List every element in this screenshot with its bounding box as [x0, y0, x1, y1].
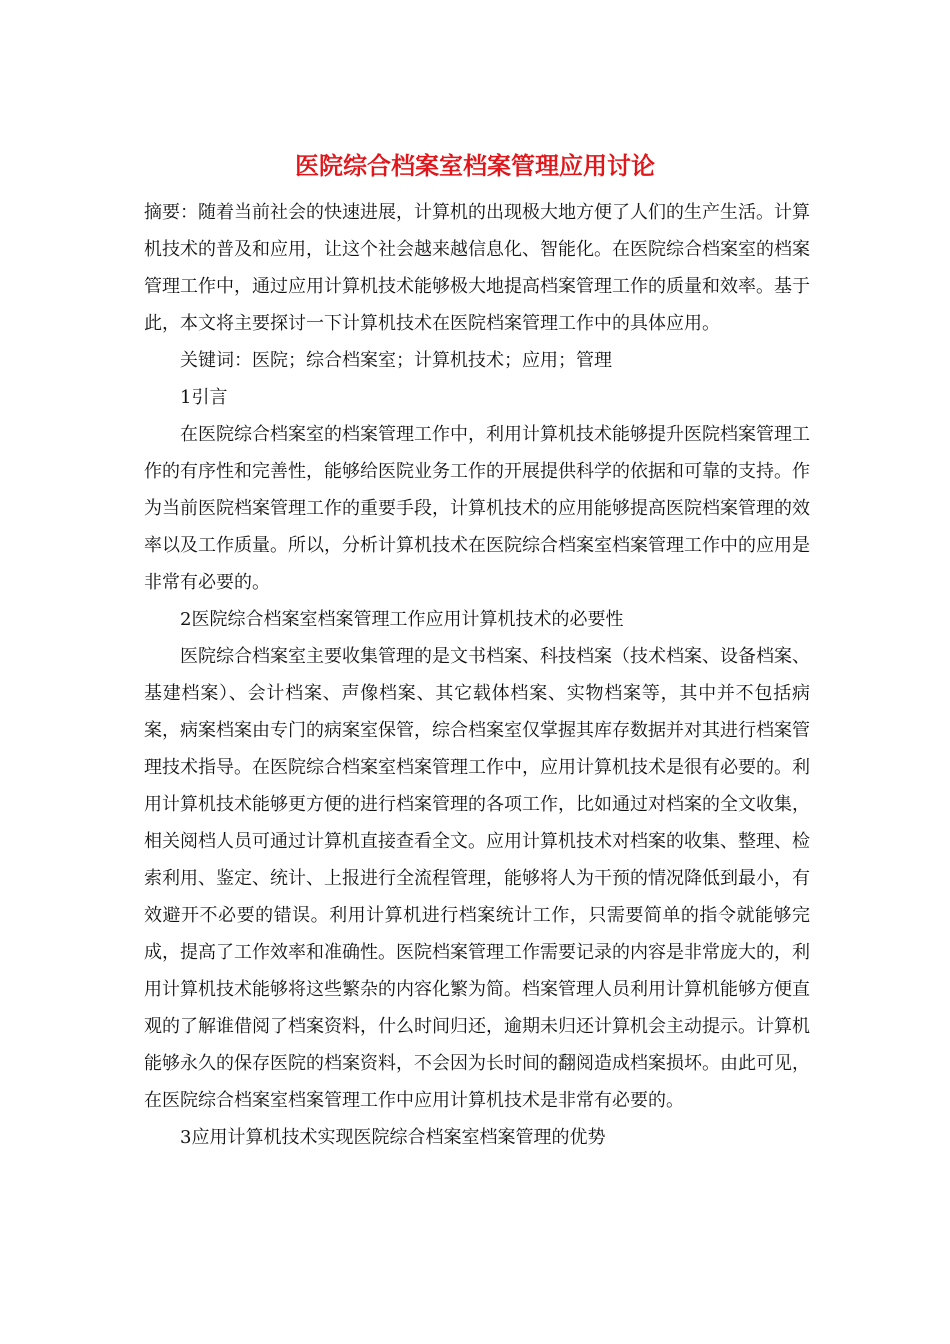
section-heading-2: 2医院综合档案室档案管理工作应用计算机技术的必要性	[180, 609, 624, 630]
body-paragraph: 医院综合档案室主要收集管理的是文书档案、科技档案（技术档案、设备档案、基建档案）、会计档案、声像档案、其它载体档案、实物档案等，其中并不包括病案，病案档案由专门的病案室保管，综合档案室仅掌握其库存数据并对其进行档案管理技术指导。在医院综合档案室档案管理工作中，应用计算机技术是很有必要的。利用计算机技术能够更方便的进行档案管理的各项工作，比如通过对档案的全文收集，相关阅档人员可通过计算机直接查看全文。应用计算机技术对档案的收集、整理、检索利用、鉴定、统计、上报进行全流程管理，能够将人为干预的情况降低到最小，有效避开不必要的错误。利用计算机进行档案统计工作，只需要简单的指令就能够完成，提高了工作效率和准确性。医院档案管理工作需要记录的内容是非常庞大的，利用计算机技术能够将这些繁杂的内容化繁为简。档案管理人员利用计算机能够方便直观的了解谁借阅了档案资料，什么时间归还，逾期未归还计算机会主动提示。计算机能够永久的保存医院的档案资料，不会因为长时间的翻阅造成档案损坏。由此可见，在医院综合档案室档案管理工作中应用计算机技术是非常有必要的。	[144, 646, 810, 1111]
section-heading-3: 3应用计算机技术实现医院综合档案室档案管理的优势	[180, 1127, 606, 1148]
section-heading-1: 1引言	[180, 387, 228, 408]
keywords-paragraph: 关键词：医院；综合档案室；计算机技术；应用；管理	[180, 350, 612, 371]
document-body	[144, 194, 810, 1156]
body-paragraph: 在医院综合档案室的档案管理工作中，利用计算机技术能够提升医院档案管理工作的有序性和完善性，能够给医院业务工作的开展提供科学的依据和可靠的支持。作为当前医院档案管理工作的重要手段，计算机技术的应用能够提高医院档案管理的效率以及工作质量。所以，分析计算机技术在医院综合档案室档案管理工作中的应用是非常有必要的。	[144, 424, 810, 593]
document-title: 医院综合档案室档案管理应用讨论	[295, 151, 655, 180]
abstract-paragraph: 摘要：随着当前社会的快速进展，计算机的出现极大地方便了人们的生产生活。计算机技术的普及和应用，让这个社会越来越信息化、智能化。在医院综合档案室的档案管理工作中，通过应用计算机技术能够极大地提高档案管理工作的质量和效率。基于此，本文将主要探讨一下计算机技术在医院档案管理工作中的具体应用。	[144, 202, 810, 334]
